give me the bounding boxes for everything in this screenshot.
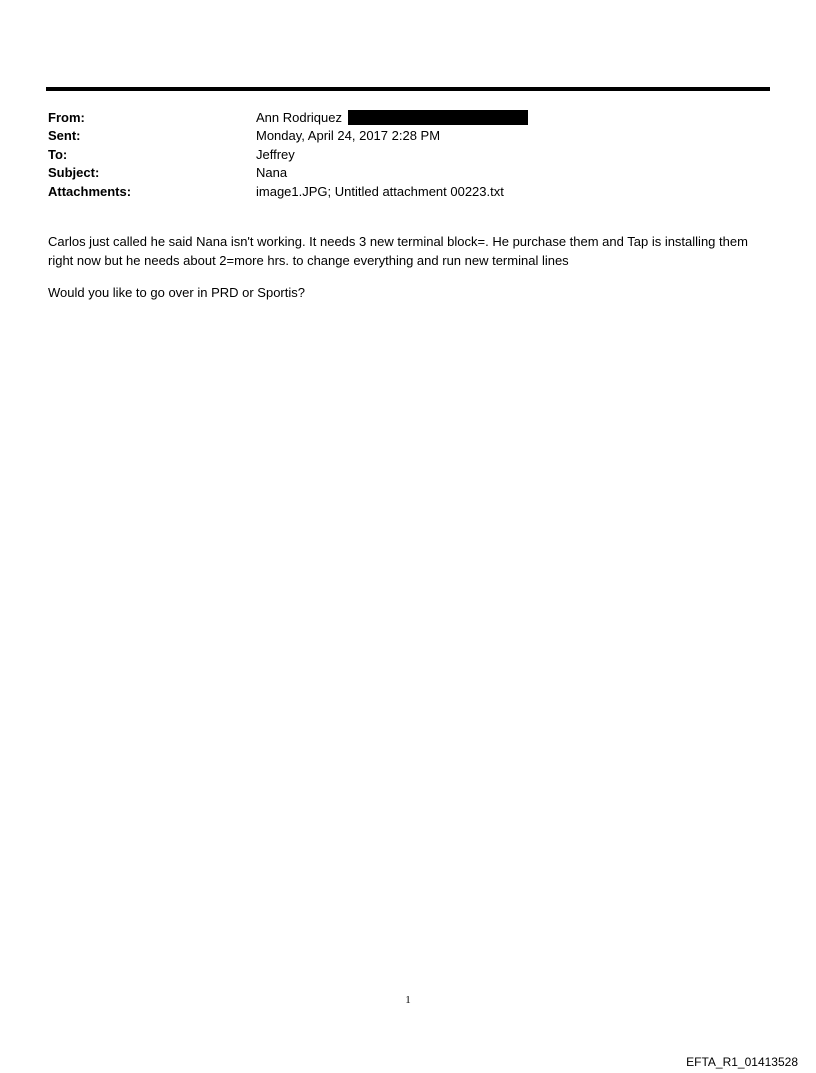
header-sent — [48, 127, 770, 146]
header-label-to: To: — [48, 146, 68, 162]
header-value-attachments: image1.JPG; Untitled attachment 00223.txt — [256, 183, 504, 199]
header-label-sent: Sent: — [48, 128, 81, 144]
email-body — [48, 233, 770, 317]
header-subject — [48, 164, 770, 183]
header-value-to: Jeffrey — [256, 146, 295, 162]
document-id: EFTA_R1_01413528 — [686, 1055, 798, 1069]
body-paragraph: Would you like to go over in PRD or Sportis? — [48, 285, 305, 300]
header-label-from: From: — [48, 109, 85, 125]
page-number: 1 — [405, 994, 411, 1006]
header-value-from — [256, 110, 770, 125]
header-label-attachments: Attachments: — [48, 183, 132, 199]
header-divider — [46, 87, 770, 91]
header-value-subject: Nana — [256, 165, 288, 181]
header-value-sent: Monday, April 24, 2017 2:28 PM — [256, 128, 441, 144]
header-from — [48, 108, 770, 127]
header-attachments — [48, 182, 770, 201]
header-label-subject: Subject: — [48, 165, 100, 181]
body-paragraph: Carlos just called he said Nana isn't working. It needs 3 new terminal block=. He purchase them and Tap is installing them right now but he needs about 2=more hrs. to change everything and run new terminal lines — [48, 234, 748, 268]
sender-name: Ann Rodriquez — [256, 109, 342, 125]
redaction-block — [348, 110, 528, 125]
email-headers — [48, 108, 770, 201]
header-to — [48, 145, 770, 164]
